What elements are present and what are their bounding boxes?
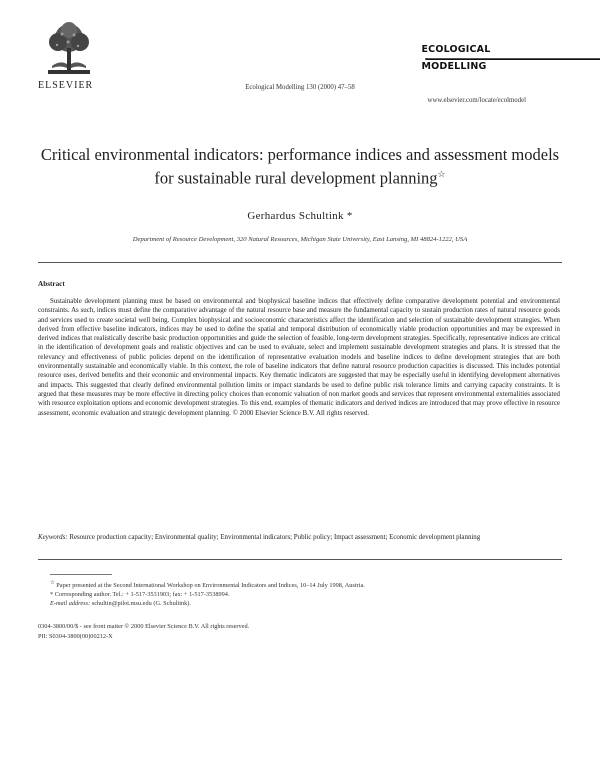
article-title-text: Critical environmental indicators: performance indices and assessment models for sustainable rural development planning — [40, 145, 560, 187]
footnote-presentation — [50, 579, 560, 590]
keywords — [38, 533, 560, 542]
journal-logo-line2: MODELLING — [421, 61, 487, 72]
journal-logo-rule — [425, 58, 600, 60]
author-affiliation: Department of Resource Development, 320 Natural Resources, Michigan State University, East Lansing, MI 48824-1222, USA — [132, 236, 468, 243]
issn-line: 0304-3800/00/$ - see front matter © 2000 Elsevier Science B.V. All rights reserved. — [38, 623, 250, 630]
author-name: Gerhardus Schultink * — [247, 210, 353, 222]
abstract-heading: Abstract — [38, 280, 65, 288]
footnote-presentation-text: Paper presented at the Second International Workshop on Environmental Indicators and Indices, 10–14 July 1998, Austria. — [56, 582, 365, 590]
email-address[interactable]: schultin@pilot.msu.edu (G. Schultink). — [91, 600, 191, 608]
abstract-text: Sustainable development planning must be based on environmental and biophysical baseline indices that effectively define comparative development potential and environmental constraints. As such, indices must define the comparative advantage of the natural resource base and measure the fundamental capacity to sustain production rates of natural resource goods and services used to create societal well being. Complex biophysical and socioeconomic characteristics affect the identification and selection of sustainable development strategies. When derived from effective baseline indicators, indices may be used to define the spatial and temporal distribution of economically viable production opportunities and may be expressed in derived indices that realistically describe basic production opportunities and guide the selection of feasible, long-term development strategies. Specifically, representative indices are critical in the identification of development goals and realistic objectives and can be used to evaluate, select and implement sustainable development strategies and plans. It is stressed that the relevancy and effectiveness of public policies depend on the identification of representative evaluation models and baseline indices to define development strategies that are both environmentally sustainable and economically viable. In this context, the role of baseline indicators that define natural resource production capacities is discussed. This includes potential resource uses, derived benefits and their economic and environmental impacts. Key thematic indicators are suggested that may be especially useful in identifying development alternatives and impacts. This suggested that clearly defined environmental pollution limits or impact standards be used to define public risk tolerance limits and carrying capacity constraints. It is argued that these measures may be more effective in directing policy choices than economic valuation of non market goods and services that represent environmental externalities associated with resource exploitation options and economic development strategies. To this end, examples of thematic indicators and derived indices are introduced that may prove effective in resource assessment, economic evaluation and strategic development planning. © 2000 Elsevier Science B.V. All rights reserved. — [38, 298, 560, 417]
journal-logo — [421, 44, 491, 73]
keywords-label: Keywords: — [38, 534, 68, 541]
footnote-email — [50, 599, 560, 608]
article-title — [40, 145, 560, 188]
elsevier-tree-logo — [38, 20, 100, 78]
journal-reference: Ecological Modelling 130 (2000) 47–58 — [245, 84, 355, 91]
journal-logo-line1: ECOLOGICAL — [421, 44, 491, 55]
footnote-corresponding-author: * Corresponding author. Tel.: + 1-517-3531903; fax: + 1-517-3538994. — [50, 591, 230, 599]
publisher-name: ELSEVIER — [38, 80, 94, 91]
pii-line: PII: S0304-3800(00)00212-X — [38, 632, 113, 640]
email-label: E-mail address: — [50, 600, 91, 608]
title-footnote-mark[interactable]: ☆ — [437, 168, 446, 179]
keywords-divider — [38, 559, 562, 560]
footnote-mark: ☆ — [50, 580, 55, 586]
footnote-rule — [50, 574, 112, 575]
keywords-text: Resource production capacity; Environmental quality; Environmental indicators; Public policy; Impact assessment; Economic development planning — [69, 534, 481, 541]
issn-block — [38, 622, 249, 641]
header-divider — [38, 262, 562, 263]
journal-url[interactable]: www.elsevier.com/locate/ecolmodel — [427, 97, 526, 104]
footnotes — [50, 579, 560, 608]
